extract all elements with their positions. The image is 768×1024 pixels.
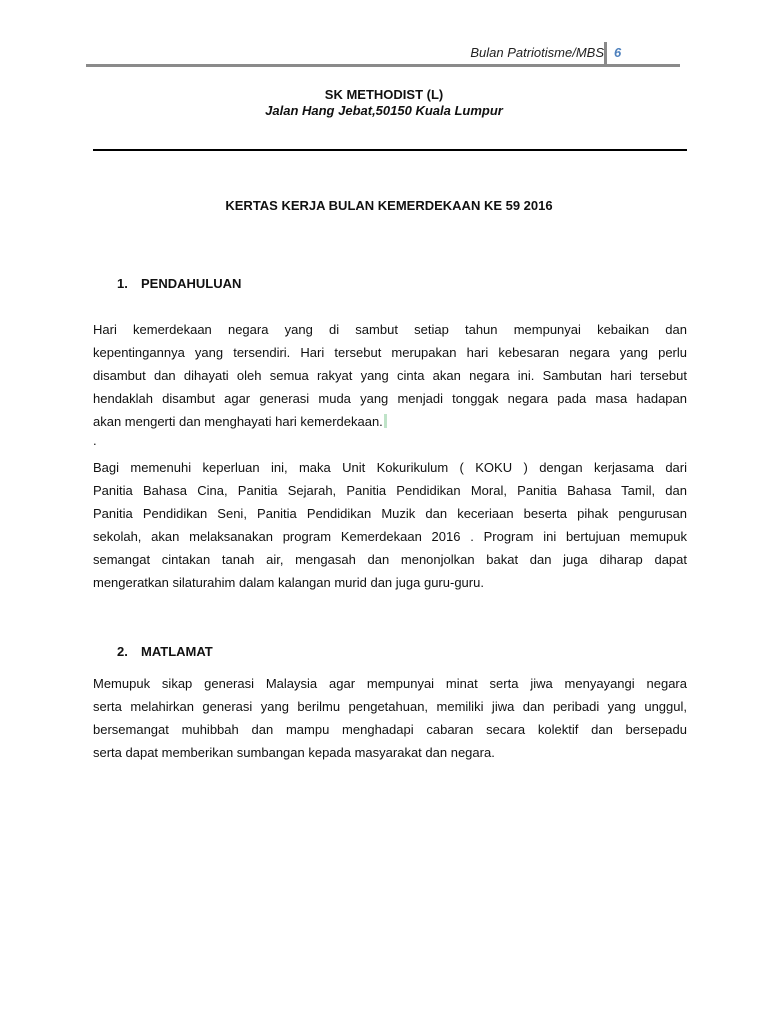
paragraph-line: Panitia Pendidikan Seni, Panitia Pendidikan Muzik dan keceriaan beserta pihak pengurusan [93, 506, 687, 521]
school-address: Jalan Hang Jebat,50150 Kuala Lumpur [265, 103, 503, 118]
paragraph-line: Hari kemerdekaan negara yang di sambut setiap tahun mempunyai kebaikan dan [93, 322, 687, 337]
header-separator [604, 42, 607, 64]
paragraph-line: sekolah, akan melaksanakan program Kemerdekaan 2016 . Program ini bertujuan memupuk [93, 529, 687, 544]
section-heading-matlamat [117, 644, 213, 659]
paragraph-line-text: akan mengerti dan menghayati hari kemerdekaan. [93, 414, 383, 429]
section-title: MATLAMAT [141, 644, 213, 659]
paragraph-line: serta dapat memberikan sumbangan kepada masyarakat dan negara. [93, 745, 495, 760]
matlamat-paragraph [93, 672, 687, 764]
section-number: 1. [117, 276, 128, 291]
paragraph-line: semangat cintakan tanah air, mengasah dan menonjolkan bakat dan juga diharap dapat [93, 552, 687, 567]
paragraph-line: mengeratkan silaturahim dalam kalangan murid dan juga guru-guru. [93, 575, 484, 590]
separator-dot: . [93, 433, 97, 448]
text-cursor-mark [384, 414, 387, 428]
paragraph-line: disambut dan dihayati oleh semua rakyat yang cinta akan negara ini. Sambutan hari tersebut [93, 368, 687, 383]
document-title: KERTAS KERJA BULAN KEMERDEKAAN KE 59 2016 [225, 198, 553, 213]
paragraph-line: serta melahirkan generasi yang berilmu pengetahuan, memiliki jiwa dan peribadi yang unggul, [93, 699, 687, 714]
running-header [86, 40, 680, 68]
section-heading-pendahuluan [117, 276, 241, 291]
page-number: 6 [614, 45, 622, 60]
paragraph-line: Bagi memenuhi keperluan ini, maka Unit Kokurikulum ( KOKU ) dengan kerjasama dari [93, 460, 687, 475]
paragraph-line: bersemangat muhibbah dan mampu menghadapi cabaran secara kolektif dan bersepadu [93, 722, 687, 737]
school-name: SK METHODIST (L) [324, 87, 444, 102]
paragraph-line-last [93, 410, 687, 433]
section-title: PENDAHULUAN [141, 276, 242, 291]
running-title: Bulan Patriotisme/MBS [470, 45, 604, 60]
section-number: 2. [117, 644, 128, 659]
header-rule [86, 64, 680, 67]
pendahuluan-paragraph-1 [93, 318, 687, 433]
pendahuluan-paragraph-2 [93, 456, 687, 594]
school-divider [93, 149, 687, 151]
paragraph-line: Memupuk sikap generasi Malaysia agar mempunyai minat serta jiwa menyayangi negara [93, 676, 687, 691]
paragraph-line: hendaklah disambut agar generasi muda yang menjadi tonggak negara pada masa hadapan [93, 391, 687, 406]
paragraph-line: Panitia Bahasa Cina, Panitia Sejarah, Panitia Pendidikan Moral, Panitia Bahasa Tamil, dan [93, 483, 687, 498]
paragraph-line: kepentingannya yang tersendiri. Hari tersebut merupakan hari kebesaran negara yang perlu [93, 345, 687, 360]
